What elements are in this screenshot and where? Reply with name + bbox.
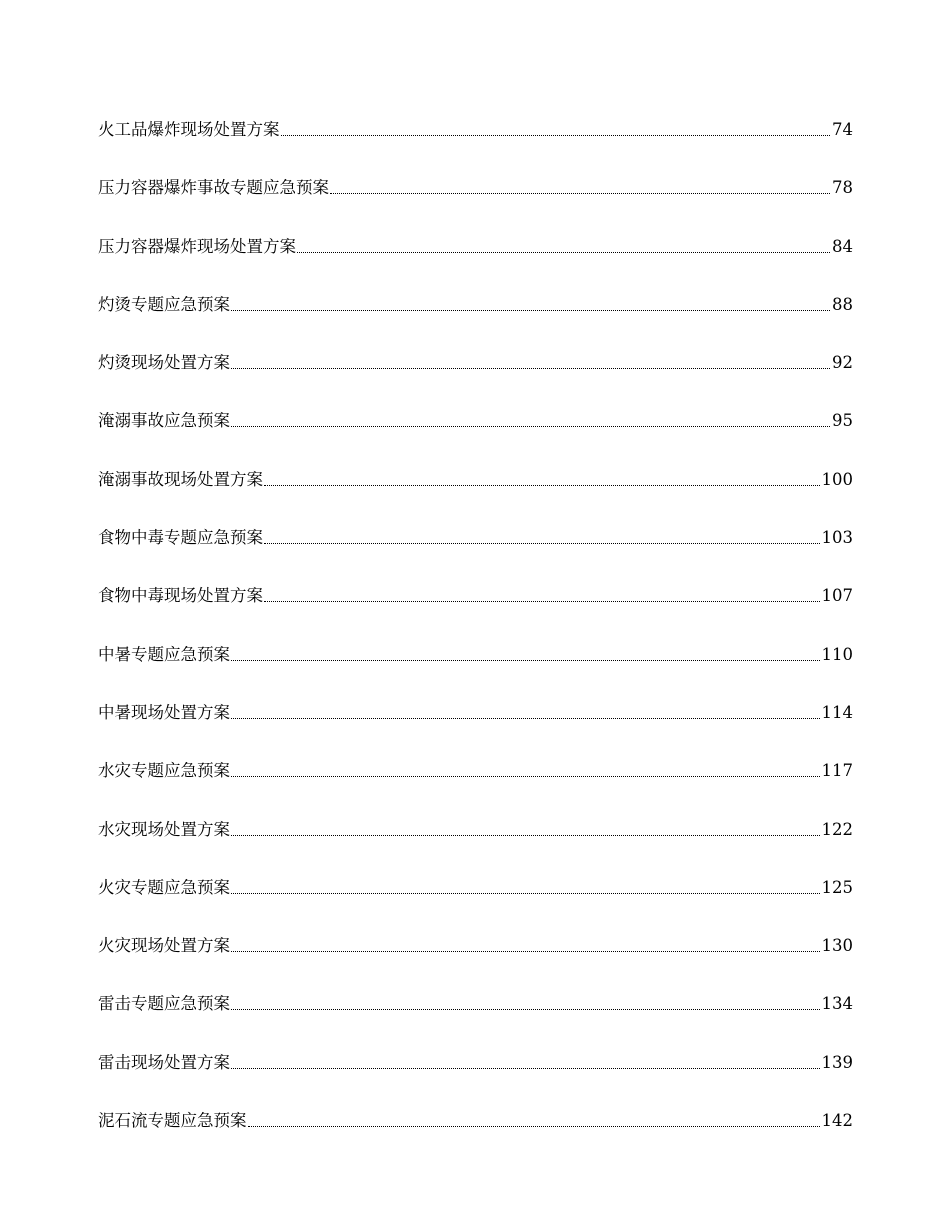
toc-entry-page-number: 122 [821, 819, 853, 839]
toc-dot-leader [231, 776, 820, 777]
toc-entry-title: 中暑专题应急预案 [98, 644, 230, 664]
toc-dot-leader [231, 951, 820, 952]
toc-entry-page-number: 100 [821, 469, 853, 489]
toc-entry[interactable] [98, 432, 853, 490]
toc-dot-leader [231, 718, 820, 719]
toc-entry[interactable] [98, 491, 853, 549]
toc-entry[interactable] [98, 549, 853, 607]
toc-entry-title: 灼烫专题应急预案 [98, 294, 230, 314]
toc-dot-leader [231, 426, 830, 427]
toc-entry-page-number: 114 [821, 702, 853, 722]
toc-entry-title: 淹溺事故现场处置方案 [98, 469, 263, 489]
toc-entry-title: 压力容器爆炸事故专题应急预案 [98, 178, 329, 198]
toc-entry-title: 中暑现场处置方案 [98, 702, 230, 722]
toc-entry[interactable] [98, 258, 853, 316]
toc-dot-leader [248, 1126, 820, 1127]
toc-entry[interactable] [98, 666, 853, 724]
toc-entry-title: 水灾专题应急预案 [98, 761, 230, 781]
toc-dot-leader [330, 193, 830, 194]
toc-entry[interactable] [98, 899, 853, 957]
toc-entry[interactable] [98, 116, 853, 141]
toc-entry-page-number: 92 [832, 353, 853, 373]
toc-entry-title: 食物中毒专题应急预案 [98, 528, 263, 548]
toc-entry-title: 食物中毒现场处置方案 [98, 586, 263, 606]
toc-dot-leader [231, 1009, 820, 1010]
toc-entry[interactable] [98, 141, 853, 199]
toc-dot-leader [264, 601, 820, 602]
toc-dot-leader [231, 310, 830, 311]
toc-entry-title: 火灾专题应急预案 [98, 877, 230, 897]
toc-dot-leader [231, 660, 820, 661]
toc-entry-page-number: 110 [821, 644, 853, 664]
toc-entry-title: 火工品爆炸现场处置方案 [98, 120, 280, 139]
toc-entry-page-number: 84 [832, 236, 853, 256]
toc-entry[interactable] [98, 374, 853, 432]
toc-entry-page-number: 130 [821, 936, 853, 956]
toc-entry-title: 雷击现场处置方案 [98, 1052, 230, 1072]
toc-entry-page-number: 88 [832, 294, 853, 314]
toc-entry-title: 雷击专题应急预案 [98, 994, 230, 1014]
toc-dot-leader [281, 135, 831, 136]
toc-entry-page-number: 117 [821, 761, 853, 781]
toc-entry-title: 灼烫现场处置方案 [98, 353, 230, 373]
toc-entry-page-number: 95 [832, 411, 853, 431]
toc-entry-page-number: 125 [821, 877, 853, 897]
toc-entry[interactable] [98, 724, 853, 782]
toc-dot-leader [264, 543, 820, 544]
toc-entry[interactable] [98, 316, 853, 374]
toc-dot-leader [264, 485, 820, 486]
toc-entry-title: 水灾现场处置方案 [98, 819, 230, 839]
toc-dot-leader [231, 893, 820, 894]
toc-entry-page-number: 78 [832, 178, 853, 198]
toc-entry[interactable] [98, 1074, 853, 1132]
toc-entry-page-number: 142 [821, 1111, 853, 1131]
toc-entry[interactable] [98, 1015, 853, 1073]
table-of-contents [98, 116, 853, 1132]
toc-entry-page-number: 139 [821, 1052, 853, 1072]
toc-entry[interactable] [98, 199, 853, 257]
toc-entry-title: 火灾现场处置方案 [98, 936, 230, 956]
toc-dot-leader [231, 835, 820, 836]
toc-entry[interactable] [98, 607, 853, 665]
toc-entry-title: 压力容器爆炸现场处置方案 [98, 236, 296, 256]
toc-entry[interactable] [98, 841, 853, 899]
toc-entry-title: 泥石流专题应急预案 [98, 1111, 247, 1131]
toc-entry[interactable] [98, 782, 853, 840]
toc-dot-leader [231, 1068, 820, 1069]
toc-entry[interactable] [98, 957, 853, 1015]
toc-entry-title: 淹溺事故应急预案 [98, 411, 230, 431]
toc-entry-page-number: 74 [832, 120, 853, 139]
toc-entry-page-number: 103 [821, 528, 853, 548]
toc-dot-leader [297, 252, 830, 253]
toc-entry-page-number: 134 [821, 994, 853, 1014]
toc-entry-page-number: 107 [821, 586, 853, 606]
toc-dot-leader [231, 368, 830, 369]
